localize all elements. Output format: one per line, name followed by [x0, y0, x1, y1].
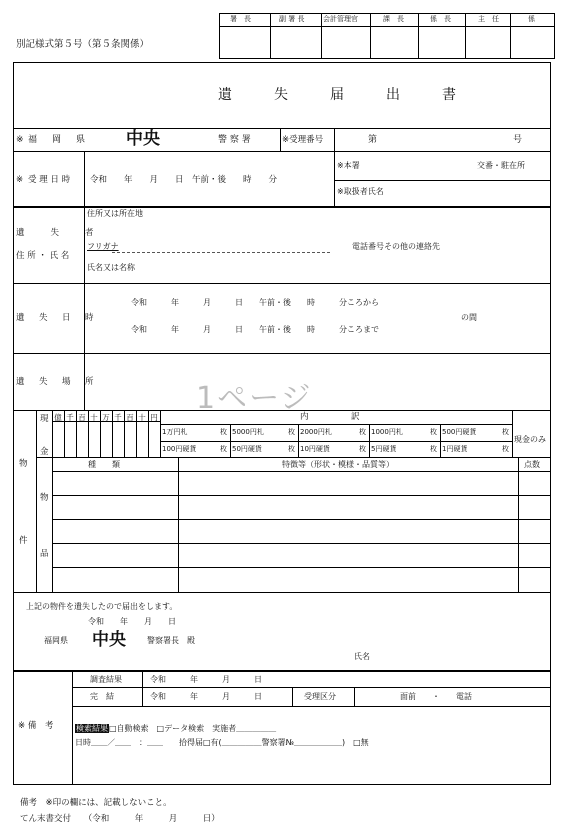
datetime-found-line: 日時＿＿／＿＿ ：＿＿ 拾得届□有(＿＿＿＿＿警察署№＿＿＿＿＿＿) □無	[75, 738, 369, 747]
cash-only-label: 現金のみ	[514, 435, 546, 444]
footer-note: 備考 ※印の欄には、記載しないこと。	[20, 798, 172, 808]
declaration-station-name: 中央	[92, 630, 126, 650]
koban-label: 交番・駐在所	[477, 161, 525, 170]
loser-label-1: 遺 失 者	[16, 228, 97, 238]
name-label: 氏名又は名称	[87, 263, 135, 272]
station-suffix: 警 察 署	[218, 135, 251, 145]
digit-juu: 十	[138, 413, 146, 422]
receipt-class-options: 面前 ・ 電話	[400, 692, 472, 701]
denom-5: 5円硬貨	[371, 445, 397, 453]
receipt-mark: ※	[16, 175, 24, 185]
honsho-label: ※本署	[337, 161, 360, 170]
search-method-line: □自動検索 □データ検索 実施者＿＿＿＿＿	[109, 724, 277, 733]
digit-sen: 千	[114, 413, 122, 422]
handler-name-label: ※取扱者氏名	[337, 187, 384, 196]
denom-2000: 2000円札	[300, 428, 332, 436]
cash-label-2: 金	[40, 447, 49, 457]
denom-10000: 1万円札	[162, 428, 188, 436]
approval-head-staff: 係	[528, 15, 535, 23]
approval-head-section: 課 長	[383, 15, 404, 23]
search-result-date: 令和 年 月 日	[150, 675, 262, 684]
denom-10: 10円硬貨	[300, 445, 330, 453]
loss-datetime-between: の間	[461, 313, 477, 322]
prefecture-mark: ※	[16, 135, 24, 145]
denom-100: 100円硬貨	[162, 445, 197, 453]
declaration-prefecture: 福岡県	[44, 636, 68, 645]
form-number: 別記様式第５号（第５条関係）	[16, 39, 150, 50]
cash-label-1: 現	[40, 414, 49, 424]
approval-head-deputy: 副 署 長	[279, 15, 305, 23]
digit-juu-man: 十	[90, 413, 98, 422]
station-name: 中央	[126, 129, 160, 149]
approval-head-accounting: 会計管理官	[323, 15, 358, 23]
receipt-go: 号	[513, 135, 523, 145]
loser-label-2: 住 所 ・ 氏 名	[16, 251, 70, 261]
col-features: 特徴等（形状・模様・品質等）	[282, 460, 394, 469]
declaration-name-label: 氏名	[354, 652, 370, 661]
receipt-dai: 第	[368, 135, 378, 145]
prefecture-label: 福 岡 県	[28, 135, 89, 145]
approval-head-senior: 主 任	[478, 15, 499, 23]
receipt-class-label: 受理区分	[304, 692, 336, 701]
completed-label: 完 結	[90, 692, 114, 701]
approval-head-chief: 署 長	[230, 15, 251, 23]
denom-50: 50円硬貨	[232, 445, 262, 453]
property-label-ken: 件	[19, 536, 28, 546]
goods-label-1: 物	[40, 493, 49, 503]
phone-label: 電話番号その他の連絡先	[352, 242, 440, 251]
digit-en: 円	[150, 413, 158, 422]
declaration-text: 上記の物件を遺失したので届出をします。	[26, 602, 178, 611]
goods-label-2: 品	[40, 549, 49, 559]
digit-oku: 億	[54, 413, 62, 422]
search-done-label: 検索結果□自動検索 □データ検索 実施者＿＿＿＿＿	[76, 724, 277, 733]
digit-sen-man: 千	[66, 413, 74, 422]
furigana-label: フリガナ	[87, 242, 119, 251]
address-label: 住所又は所在地	[87, 209, 143, 218]
denom-500: 500円硬貨	[442, 428, 477, 436]
breakdown-label: 内 訳	[300, 412, 360, 422]
loss-datetime-from: 令和 年 月 日 午前・後 時 分ころから	[131, 298, 379, 307]
form-outer-border	[13, 62, 551, 671]
denom-5000: 5000円札	[232, 428, 264, 436]
remarks-label: ※ 備 考	[18, 721, 54, 731]
denom-1000: 1000円札	[371, 428, 403, 436]
footer-copy-issued: てん末書交付 （令和 年 月 日）	[20, 814, 220, 824]
declaration-date: 令和 年 月 日	[88, 617, 176, 626]
property-label-mono: 物	[19, 459, 28, 469]
col-type: 種 類	[88, 460, 120, 469]
digit-hyaku: 百	[126, 413, 134, 422]
receipt-datetime-label: 受 理 日 時	[28, 175, 71, 185]
form-title: 遺 失 届 出 書	[218, 87, 470, 103]
loss-datetime-to: 令和 年 月 日 午前・後 時 分ころまで	[131, 325, 379, 334]
denom-1: 1円硬貨	[442, 445, 468, 453]
col-count: 点数	[524, 460, 540, 469]
loss-datetime-label: 遺 失 日 時	[16, 313, 97, 323]
digit-hyaku-man: 百	[78, 413, 86, 422]
approval-head-subsection: 係 長	[430, 15, 451, 23]
search-result-label: 調査結果	[90, 675, 122, 684]
receipt-datetime-value: 令和 年 月 日 午前・後 時 分	[90, 175, 278, 185]
completed-date: 令和 年 月 日	[150, 692, 262, 701]
digit-man: 万	[102, 413, 110, 422]
receipt-number-label: ※受理番号	[282, 135, 324, 145]
page-watermark: 1ページ	[196, 381, 313, 416]
declaration-chief: 警察署長 殿	[147, 636, 195, 645]
loss-place-label: 遺 失 場 所	[16, 377, 97, 387]
